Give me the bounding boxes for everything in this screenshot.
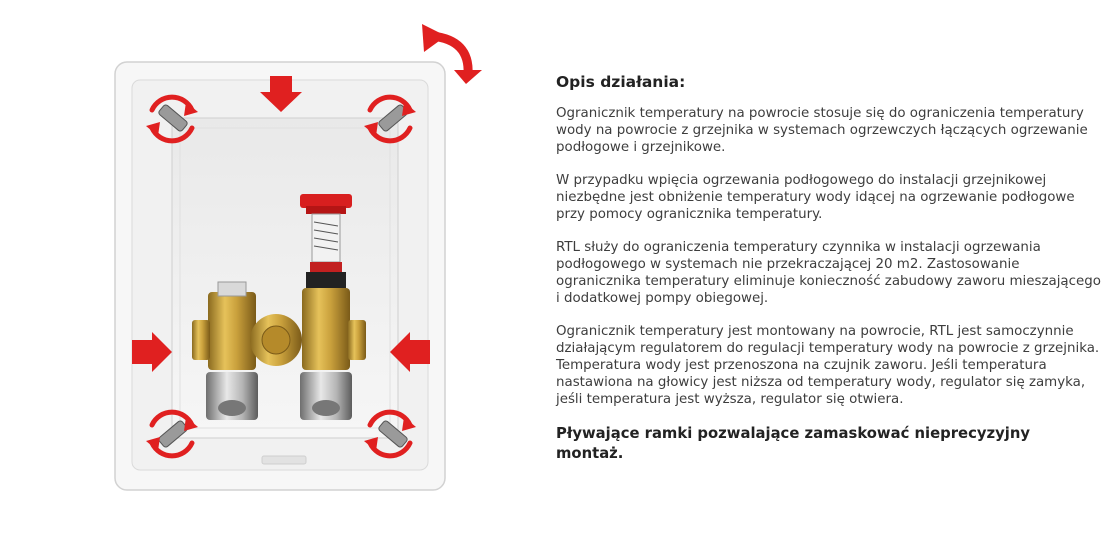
description-paragraph-3: RTL służy do ograniczenia temperatury czynnika w instalacji ogrzewania podłogowego w systemach nie przekraczającej 20 m2. Zastosowanie ogranicznika temperatury eliminuje konieczność zabudowy zaworu mieszającego i dodatkowej pompy obiegowej. [556,240,1101,306]
description-footer: Pływające ramki pozwalające zamaskować nieprecyzyjny montaż. [556,425,1030,462]
product-image [0,0,530,550]
description-section [556,72,1101,464]
inner-box [172,118,398,438]
description-heading: Opis działania: [556,73,686,91]
description-paragraph-4: Ogranicznik temperatury jest montowany na powrocie, RTL jest samoczynnie działającym regulatorem do regulacji temperatury wody na powrocie z grzejnika. Temperatura wody jest przenoszona na czujnik zaworu. Jeśli temperatura nastawiona na głowicy jest niższa od temperatury wody, regulator się zamyka, jeśli temperatura jest wyższa, regulator się otwiera. [556,324,1100,407]
description-paragraph-2: W przypadku wpięcia ogrzewania podłogowego do instalacji grzejnikowej niezbędne jest obniżenie temperatury wody idącej na ogrzewanie podłogowe przy pomocy ogranicznika temperatury. [556,173,1075,222]
description-paragraph-1: Ogranicznik temperatury na powrocie stosuje się do ograniczenia temperatury wody na powrocie z grzejnika w systemach ogrzewczych łączących ogrzewanie podłogowe i grzejnikowe. [556,106,1088,155]
